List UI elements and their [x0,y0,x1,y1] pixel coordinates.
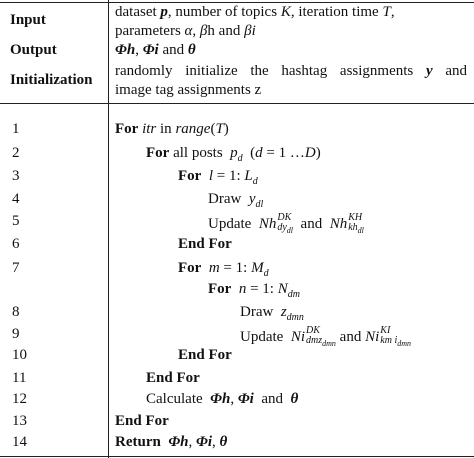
step-text: Draw $z_{dmn}$ [240,304,304,323]
line-number: 1 [12,121,20,137]
init-line-1: randomly initialize the hashtag assignments y and [115,63,467,79]
line-number: 6 [12,236,20,252]
step-text: End For [115,413,169,429]
step-row [0,434,474,455]
step-text: End For [178,236,232,252]
step-text: Update Ni DK dmz$_{dmn}$ and Ni KI km $i_{dmn}$ [240,325,412,348]
step-text: For m = 1: $M_d$ [178,260,269,279]
init-line-2-wrap [115,81,467,100]
line-number: 12 [12,391,27,407]
step-row [0,168,474,189]
step-row [0,121,474,142]
line-number: 4 [12,191,20,207]
step-text: For l = 1: $L_d$ [178,168,258,187]
step-text: For n = 1: $N_{dm}$ [208,281,300,300]
step-row [0,191,474,212]
output-label: Output [10,42,57,58]
step-text: Update Nh DK $dy_{dl}$ and Nh KH $kh_{dl}$ [208,212,364,235]
input-description [115,3,467,41]
output-value: Φh, Φi and θ [115,42,196,58]
step-text: End For [146,370,200,386]
input-line-1: dataset p, number of topics K, iteration time T, [115,4,395,20]
step-row [0,236,474,257]
step-text: End For [178,347,232,363]
init-line-2: image tag assignments z [115,82,262,98]
initialization-description [115,62,467,81]
line-number: 10 [12,347,27,363]
line-number: 5 [12,213,20,229]
step-row [0,145,474,166]
step-row [0,391,474,412]
line-number: 9 [12,326,20,342]
initialization-label: Initialization [10,72,93,88]
step-text: Return Φh, Φi, θ [115,434,228,450]
step-text: For itr in range(T) [115,121,229,137]
line-number: 14 [12,434,27,450]
line-number: 2 [12,145,20,161]
step-row [0,213,474,234]
step-row [0,347,474,368]
header-rule [0,103,474,104]
bottom-rule [0,456,474,457]
input-label: Input [10,12,46,28]
step-row [0,260,474,281]
line-number: 8 [12,304,20,320]
line-number: 3 [12,168,20,184]
line-number: 7 [12,260,20,276]
step-row [0,370,474,391]
step-row [0,413,474,434]
step-text: Draw $y_{dl}$ [208,191,264,210]
input-line-2: parameters α, βh and βi [115,23,256,39]
step-row [0,326,474,347]
line-number: 13 [12,413,27,429]
step-text: Calculate Φh, Φi and θ [146,391,299,407]
line-number: 11 [12,370,27,386]
step-row-unnumbered [0,281,474,302]
step-text: For all posts $p_d$ (d = 1 …D) [146,145,321,164]
step-row [0,304,474,325]
